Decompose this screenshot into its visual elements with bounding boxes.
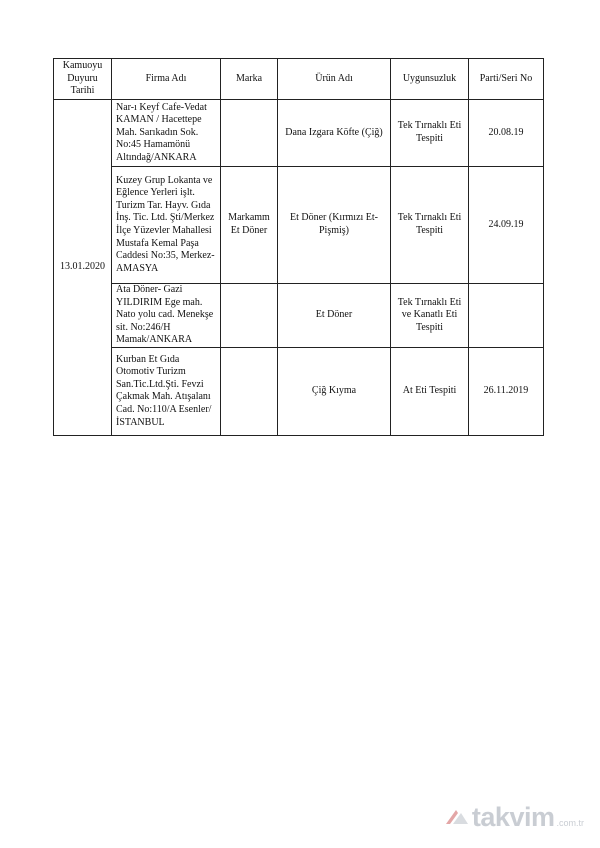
product-table [53,58,544,436]
watermark-text: takvim [471,802,555,832]
uygunsuzluk-cell: Tek Tırnaklı Eti Tespiti [391,100,469,167]
header-urun: Ürün Adı [278,59,391,100]
header-row [54,59,544,100]
table-row [54,347,544,435]
uygunsuzluk-cell: Tek Tırnaklı Eti ve Kanatlı Eti Tespiti [391,284,469,348]
takvim-logo-icon [444,807,470,827]
header-parti: Parti/Seri No [469,59,544,100]
urun-cell: Et Döner [278,284,391,348]
urun-cell: Et Döner (Kırmızı Et-Pişmiş) [278,167,391,284]
table-row [54,167,544,284]
uygunsuzluk-cell: Tek Tırnaklı Eti Tespiti [391,167,469,284]
table-row [54,284,544,348]
firma-cell: Ata Döner- Gazi YILDIRIM Ege mah. Nato yolu cad. Menekşe sit. No:246/H Mamak/ANKARA [112,284,221,348]
header-uygunsuzluk: Uygunsuzluk [391,59,469,100]
table-row [54,100,544,167]
urun-cell: Dana Izgara Köfte (Çiğ) [278,100,391,167]
watermark-tld: .com.tr [556,818,584,828]
firma-cell: Nar-ı Keyf Cafe-Vedat KAMAN / Hacettepe Mah. Sarıkadın Sok. No:45 Hamamönü Altındağ/ANKARA [112,100,221,167]
marka-cell [221,100,278,167]
header-firma: Firma Adı [112,59,221,100]
parti-cell: 24.09.19 [469,167,544,284]
marka-cell: Markamm Et Döner [221,167,278,284]
watermark-logo [444,804,584,831]
marka-cell [221,284,278,348]
parti-cell: 20.08.19 [469,100,544,167]
firma-cell: Kuzey Grup Lokanta ve Eğlence Yerleri işlt. Turizm Tar. Hayv. Gıda İnş. Tic. Ltd. Şti/Merkez İlçe Yüzevler Mahallesi Mustafa Kemal Paşa Caddesi No:35, Merkez-AMASYA [112,167,221,284]
header-date: Kamuoyu Duyuru Tarihi [54,59,112,100]
firma-cell: Kurban Et Gıda Otomotiv Turizm San.Tic.Ltd.Şti. Fevzi Çakmak Mah. Atışalanı Cad. No:110/A Esenler/İSTANBUL [112,347,221,435]
header-marka: Marka [221,59,278,100]
uygunsuzluk-cell: At Eti Tespiti [391,347,469,435]
parti-cell [469,284,544,348]
announcement-date: 13.01.2020 [54,100,112,436]
parti-cell: 26.11.2019 [469,347,544,435]
marka-cell [221,347,278,435]
urun-cell: Çiğ Kıyma [278,347,391,435]
